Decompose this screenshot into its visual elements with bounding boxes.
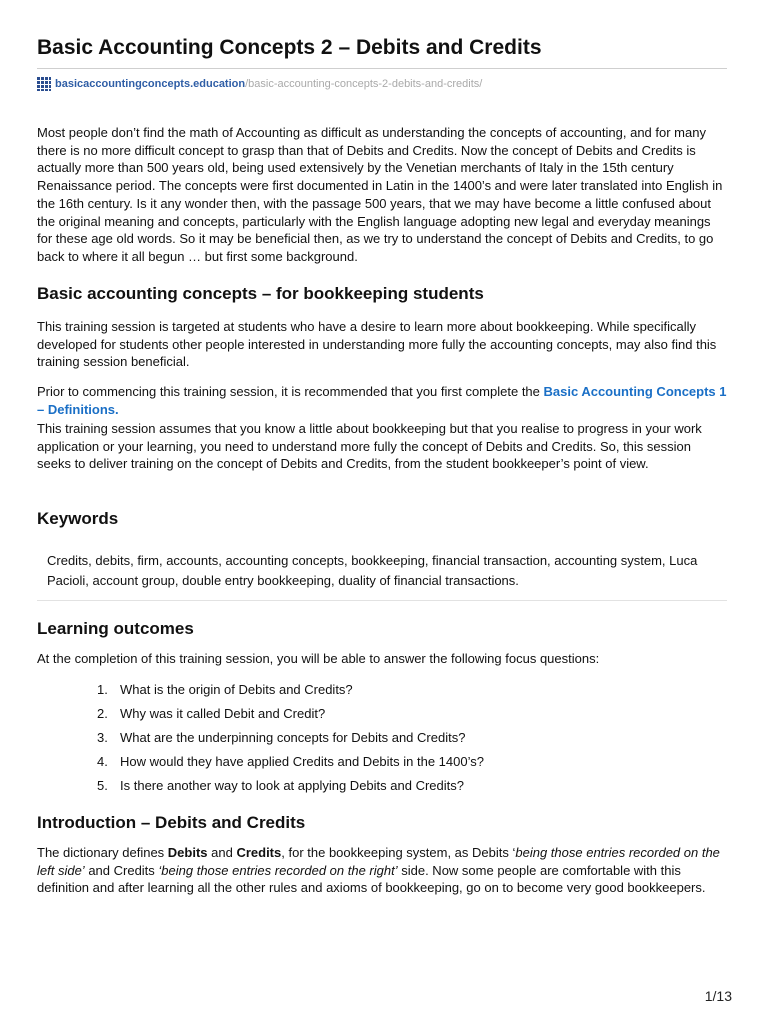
site-grid-icon	[37, 77, 51, 91]
list-item-text: Why was it called Debit and Credit?	[120, 706, 326, 721]
term-credits: Credits	[236, 845, 282, 860]
list-item-number: 1.	[97, 682, 108, 697]
page-number: 1/13	[704, 988, 732, 1004]
right-side-definition: ‘being those entries recorded on the right’	[158, 862, 398, 878]
prior-text: Prior to commencing this training session, it is recommended that you first complete the	[37, 384, 544, 399]
list-item-number: 2.	[97, 706, 108, 721]
introduction-paragraph	[37, 844, 727, 897]
list-item-text: What is the origin of Debits and Credits?	[120, 682, 353, 697]
list-item	[37, 729, 727, 753]
intro-text-3: , for the bookkeeping system, as Debits ‘	[281, 845, 516, 860]
students-paragraph: This training session is targeted at students who have a desire to learn more about bookkeeping. While specifically developed for students other people interested in understanding more fully the accounting concepts, may also find this training session beneficial.	[37, 319, 717, 370]
list-item-number: 3.	[97, 730, 108, 745]
title-divider	[37, 68, 727, 69]
list-item	[37, 777, 727, 801]
term-debits: Debits	[167, 845, 208, 860]
introduction-heading: Introduction – Debits and Credits	[37, 813, 306, 832]
list-item	[37, 681, 727, 705]
intro-text-4: and Credits	[84, 862, 159, 878]
list-item-text: How would they have applied Credits and Debits in the 1400’s?	[120, 754, 484, 769]
intro-text-2: and	[207, 845, 237, 860]
learning-outcomes-heading: Learning outcomes	[37, 619, 194, 638]
prior-paragraph	[37, 383, 727, 418]
source-url[interactable]	[37, 76, 482, 92]
assumption-paragraph: This training session assumes that you know a little about bookkeeping but that you realise to progress in your work application or your learning, you need to understand more fully the concept of Debits and Credits. So, this session seeks to deliver training on the concept of Debits and Credits, from the student bookkeeper’s point of view.	[37, 421, 702, 472]
intro-text-5: side. Now some people are comfortable with this definition and after learning all the other rules and axioms of bookkeeping, go on to become very good bookkeepers.	[37, 862, 706, 896]
basic-concepts-1-link[interactable]: Basic Accounting Concepts 1 – Definitions.	[37, 384, 727, 417]
list-item-text: Is there another way to look at applying Debits and Credits?	[120, 778, 464, 793]
intro-text-1: The dictionary defines	[37, 845, 168, 860]
list-item	[37, 753, 727, 777]
list-item-number: 5.	[97, 778, 108, 793]
page-title: Basic Accounting Concepts 2 – Debits and Credits	[37, 36, 542, 59]
keywords-box	[37, 548, 727, 601]
list-item-text: What are the underpinning concepts for Debits and Credits?	[120, 730, 466, 745]
source-path[interactable]: /basic-accounting-concepts-2-debits-and-credits/	[245, 78, 483, 90]
list-item	[37, 705, 727, 729]
source-domain[interactable]: basicaccountingconcepts.education	[55, 78, 246, 90]
keywords-text: Credits, debits, firm, accounts, accounting concepts, bookkeeping, financial transaction, accounting system, Luca Pacioli, account group, double entry bookkeeping, duality of financial transactions.	[47, 553, 698, 588]
students-heading: Basic accounting concepts – for bookkeeping students	[37, 284, 484, 303]
keywords-heading: Keywords	[37, 509, 119, 528]
list-item-number: 4.	[97, 754, 108, 769]
learning-intro: At the completion of this training session, you will be able to answer the following focus questions:	[37, 651, 600, 666]
intro-paragraph: Most people don’t find the math of Accounting as difficult as understanding the concepts of accounting, and for many there is no more difficult concept to grasp than that of Debits and Credits. Now the concept of Debits and Credits is actually more than 500 years old, being used extensively by the Venetian merchants of Italy in the 15th century Renaissance period. The concepts were first documented in Latin in the 1400’s and were later translated into English in the 16th century. Is it any wonder then, with the passage 500 years, that we may have become a little confused about the original meaning and concepts, particularly with the English language adopting new legal and everyday meanings for these age old words. So it may be beneficial then, as we try to understand the concept of Debits and Credits, to go back to where it all begun … but first some background.	[37, 125, 723, 264]
left-side-definition: being those entries recorded on the left side’	[37, 845, 720, 878]
outcomes-list	[37, 681, 727, 801]
